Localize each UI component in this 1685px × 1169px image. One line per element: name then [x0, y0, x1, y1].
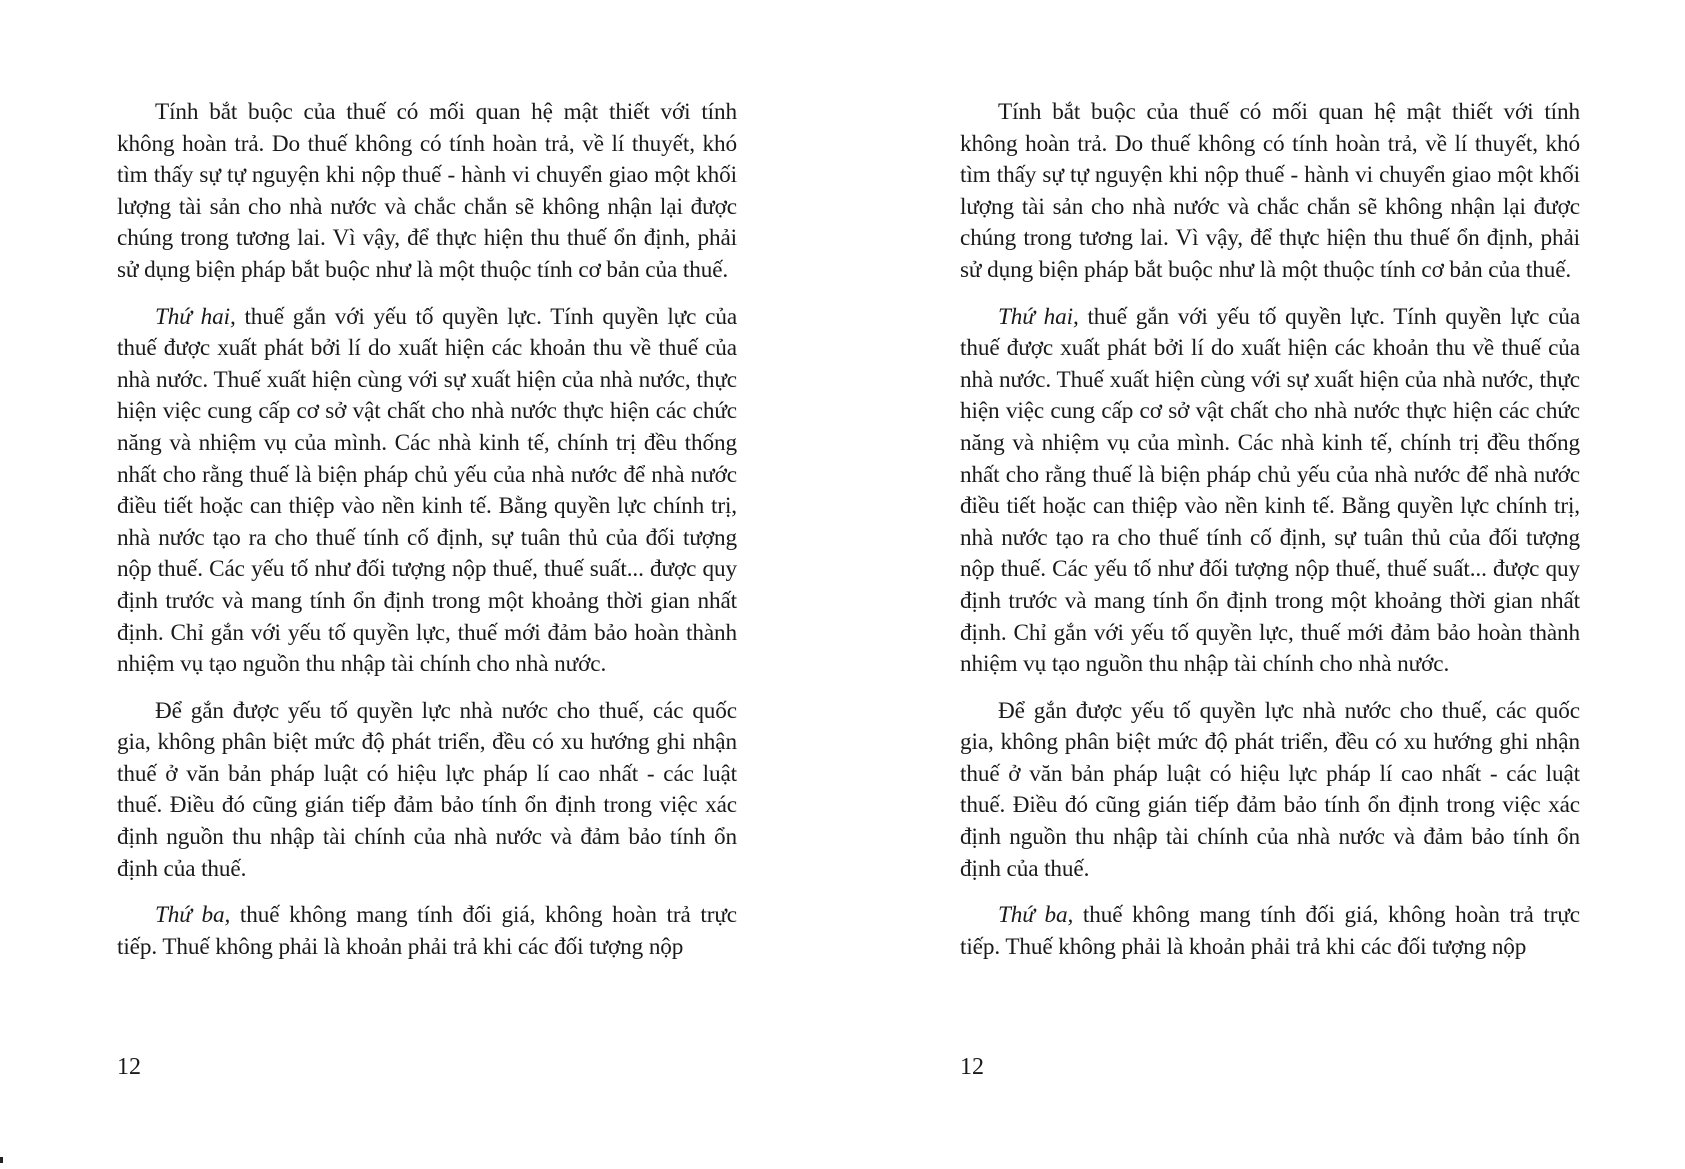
paragraph — [960, 97, 1580, 287]
paragraph-lead: Thứ ba, — [155, 902, 231, 929]
paragraph-text: thuế gắn với yếu tố quyền lực. Tính quyền lực của thuế được xuất phát bởi lí do xuất hiện các khoản thu về thuế của nhà nước. Thuế xuất hiện cùng với sự xuất hiện của nhà nước, thực hiện việc cung cấp cơ sở vật chất cho nhà nước thực hiện các chức năng và nhiệm vụ của mình. Các nhà kinh tế, chính trị đều thống nhất cho rằng thuế là biện pháp chủ yếu của nhà nước để nhà nước điều tiết hoặc can thiệp vào nền kinh tế. Bằng quyền lực chính trị, nhà nước tạo ra cho thuế tính cố định, sự tuân thủ của đối tượng nộp thuế. Các yếu tố như đối tượng nộp thuế, thuế suất... được quy định trước và mang tính ổn định trong một khoảng thời gian nhất định. Chỉ gắn với yếu tố quyền lực, thuế mới đảm bảo hoàn thành nhiệm vụ tạo nguồn thu nhập tài chính cho nhà nước. — [960, 303, 1581, 678]
paragraph-text: Tính bắt buộc của thuế có mối quan hệ mật thiết với tính không hoàn trả. Do thuế không có tính hoàn trả, về lí thuyết, khó tìm thấy sự tự nguyện khi nộp thuế - hành vi chuyển giao một khối lượng tài sản cho nhà nước và chắc chắn sẽ không nhận lại được chúng trong tương lai. Vì vậy, để thực hiện thu thuế ổn định, phải sử dụng biện pháp bắt buộc như là một thuộc tính cơ bản của thuế. — [960, 99, 1580, 283]
scan-edge-mark — [0, 1157, 3, 1163]
paragraph — [960, 900, 1580, 963]
paragraph-lead: Thứ hai, — [155, 303, 236, 330]
paragraph — [117, 97, 737, 287]
paragraph-text: thuế không mang tính đối giá, không hoàn trả trực tiếp. Thuế không phải là khoản phải trả khi các đối tượng nộp — [117, 902, 737, 960]
paragraph-lead: Thứ ba, — [998, 902, 1074, 929]
page-number: 12 — [960, 1054, 984, 1080]
paragraph-text: Để gắn được yếu tố quyền lực nhà nước cho thuế, các quốc gia, không phân biệt mức độ phát triển, đều có xu hướng ghi nhận thuế ở văn bản pháp luật có hiệu lực pháp lí cao nhất - các luật thuế. Điều đó cũng gián tiếp đảm bảo tính ổn định trong việc xác định nguồn thu nhập tài chính của nhà nước và đảm bảo tính ổn định của thuế. — [117, 697, 737, 882]
paragraph-text: thuế gắn với yếu tố quyền lực. Tính quyền lực của thuế được xuất phát bởi lí do xuất hiện các khoản thu về thuế của nhà nước. Thuế xuất hiện cùng với sự xuất hiện của nhà nước, thực hiện việc cung cấp cơ sở vật chất cho nhà nước thực hiện các chức năng và nhiệm vụ của mình. Các nhà kinh tế, chính trị đều thống nhất cho rằng thuế là biện pháp chủ yếu của nhà nước để nhà nước điều tiết hoặc can thiệp vào nền kinh tế. Bằng quyền lực chính trị, nhà nước tạo ra cho thuế tính cố định, sự tuân thủ của đối tượng nộp thuế. Các yếu tố như đối tượng nộp thuế, thuế suất... được quy định trước và mang tính ổn định trong một khoảng thời gian nhất định. Chỉ gắn với yếu tố quyền lực, thuế mới đảm bảo hoàn thành nhiệm vụ tạo nguồn thu nhập tài chính cho nhà nước. — [117, 303, 738, 678]
paragraph — [117, 302, 737, 681]
paragraph-text: Tính bắt buộc của thuế có mối quan hệ mật thiết với tính không hoàn trả. Do thuế không có tính hoàn trả, về lí thuyết, khó tìm thấy sự tự nguyện khi nộp thuế - hành vi chuyển giao một khối lượng tài sản cho nhà nước và chắc chắn sẽ không nhận lại được chúng trong tương lai. Vì vậy, để thực hiện thu thuế ổn định, phải sử dụng biện pháp bắt buộc như là một thuộc tính cơ bản của thuế. — [117, 99, 737, 283]
paragraph-lead: Thứ hai, — [998, 303, 1079, 330]
paragraph — [960, 302, 1580, 681]
paragraph — [117, 696, 737, 886]
paragraph-text: Để gắn được yếu tố quyền lực nhà nước cho thuế, các quốc gia, không phân biệt mức độ phát triển, đều có xu hướng ghi nhận thuế ở văn bản pháp luật có hiệu lực pháp lí cao nhất - các luật thuế. Điều đó cũng gián tiếp đảm bảo tính ổn định trong việc xác định nguồn thu nhập tài chính của nhà nước và đảm bảo tính ổn định của thuế. — [960, 697, 1580, 882]
paragraph — [117, 900, 737, 963]
page-number: 12 — [117, 1054, 141, 1080]
paragraph-text: thuế không mang tính đối giá, không hoàn trả trực tiếp. Thuế không phải là khoản phải trả khi các đối tượng nộp — [960, 902, 1580, 960]
left-page — [117, 97, 737, 978]
paragraph — [960, 696, 1580, 886]
right-page — [960, 97, 1580, 978]
